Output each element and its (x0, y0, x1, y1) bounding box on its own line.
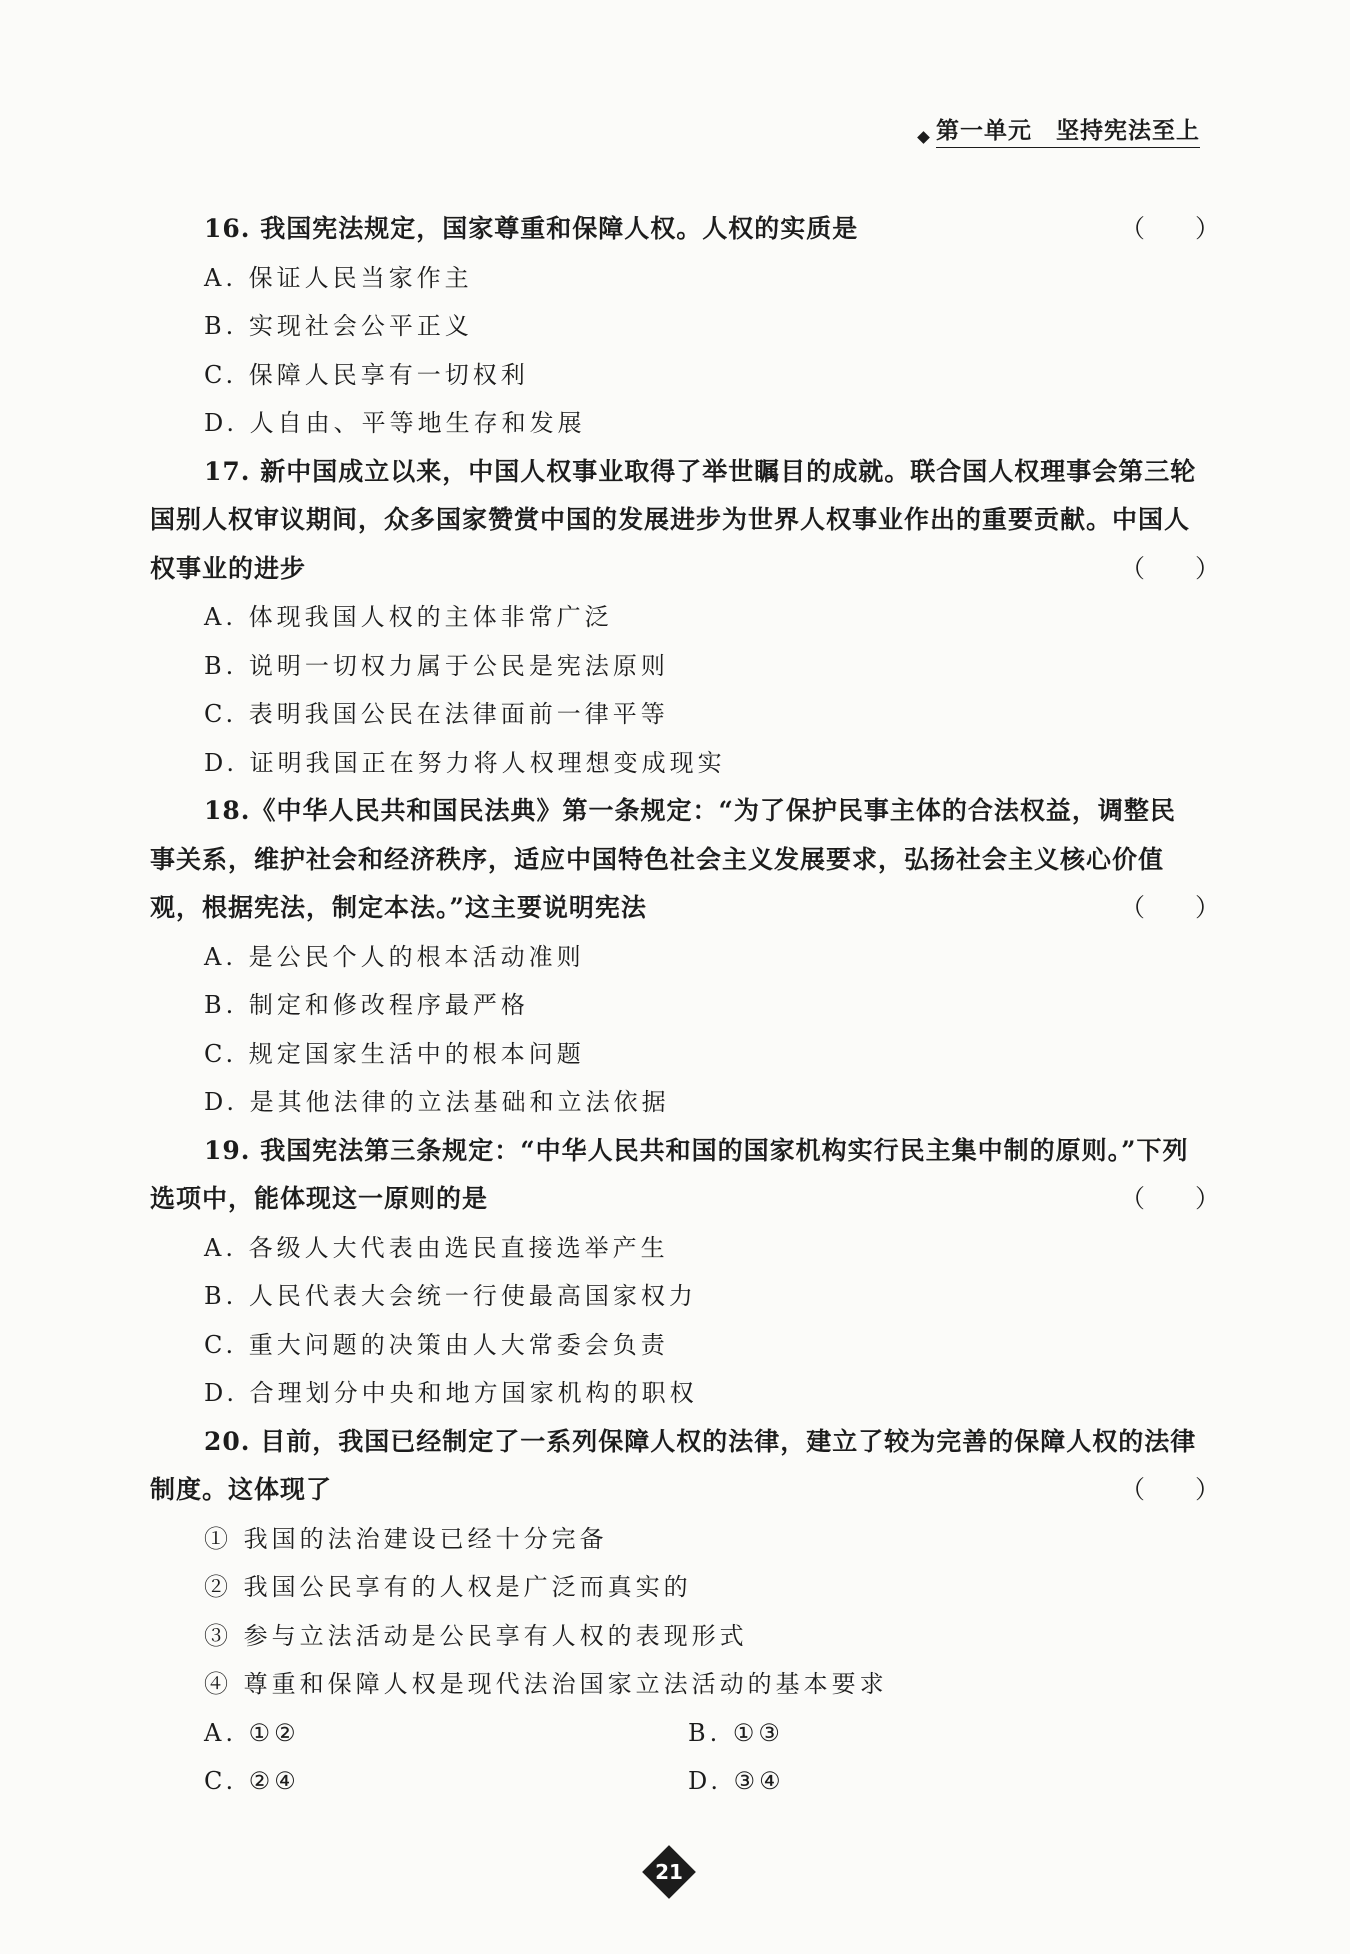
question-19-option-b: B. 人民代表大会统一行使最高国家权力 (204, 1282, 697, 1310)
question-17-option-c: C. 表明我国公民在法律面前一律平等 (204, 700, 669, 728)
question-17-option-a: A. 体现我国人权的主体非常广泛 (204, 603, 613, 631)
question-18-option-b: B. 制定和修改程序最严格 (204, 991, 529, 1019)
question-18-option-a: A. 是公民个人的根本活动准则 (204, 942, 585, 971)
question-18-option-c: C. 规定国家生活中的根本问题 (204, 1039, 585, 1068)
question-19-option-d: D. 合理划分中央和地方国家机构的职权 (204, 1379, 698, 1407)
answer-bracket: （ ） (1120, 1184, 1221, 1213)
answer-bracket: （ ） (1120, 214, 1221, 243)
running-header (919, 112, 1200, 148)
question-20-option-a: A. ①② (204, 1718, 300, 1747)
page-number-badge (643, 1846, 695, 1898)
question-16-option-d: D. 人自由、平等地生存和发展 (204, 409, 586, 437)
question-19-stem: 19. 我国宪法第三条规定：“中华人民共和国的国家机构实行民主集中制的原则。”下列选项中，能体现这一原则的是 （ ） (150, 1127, 1200, 1224)
question-17-option-d: D. 证明我国正在努力将人权理想变成现实 (204, 748, 726, 777)
question-20-stem: 20. 目前，我国已经制定了一系列保障人权的法律，建立了较为完善的保障人权的法律制度。这体现了 （ ） (150, 1418, 1200, 1515)
answer-bracket: （ ） (1120, 1475, 1221, 1504)
unit-title: 第一单元 坚持宪法至上 (936, 112, 1200, 148)
question-20-statement-1: ① 我国的法治建设已经十分完备 (204, 1524, 608, 1553)
diamond-bullet-icon (917, 131, 930, 144)
question-20-option-b: B. ①③ (688, 1718, 784, 1747)
question-16-option-c: C. 保障人民享有一切权利 (204, 360, 529, 389)
question-17-option-b: B. 说明一切权力属于公民是宪法原则 (204, 651, 669, 680)
question-20-option-c: C. ②④ (204, 1767, 300, 1795)
question-19-option-a: A. 各级人大代表由选民直接选举产生 (204, 1233, 669, 1262)
question-20-statement-4: ④ 尊重和保障人权是现代法治国家立法活动的基本要求 (204, 1670, 888, 1698)
question-20-statement-3: ③ 参与立法活动是公民享有人权的表现形式 (204, 1621, 748, 1650)
question-16-option-b: B. 实现社会公平正义 (204, 312, 473, 340)
question-20-statement-2: ② 我国公民享有的人权是广泛而真实的 (204, 1573, 692, 1601)
answer-bracket: （ ） (1120, 553, 1221, 583)
question-list (150, 205, 1221, 1806)
answer-bracket: （ ） (1120, 893, 1221, 922)
question-20-options-row-2 (150, 1757, 1200, 1806)
question-18-stem: 18.《中华人民共和国民法典》第一条规定：“为了保护民事主体的合法权益，调整民事关系，维护社会和经济秩序，适应中国特色社会主义发展要求，弘扬社会主义核心价值观，根据宪法，制定本法。”这主要说明宪法 （ ） (150, 787, 1200, 933)
question-16-option-a: A. 保证人民当家作主 (204, 263, 473, 292)
question-17-stem: 17. 新中国成立以来，中国人权事业取得了举世瞩目的成就。联合国人权理事会第三轮国别人权审议期间，众多国家赞赏中国的发展进步为世界人权事业作出的重要贡献。中国人权事业的进步 （ ） (150, 448, 1200, 594)
question-16-stem: （ ） 16. 我国宪法规定，国家尊重和保障人权。人权的实质是 (150, 205, 1200, 254)
page-number: 21 (655, 1860, 683, 1884)
question-20-option-d: D. ③④ (688, 1767, 785, 1795)
question-18-option-d: D. 是其他法律的立法基础和立法依据 (204, 1088, 670, 1116)
question-20-options-row-1 (150, 1709, 1200, 1758)
question-19-option-c: C. 重大问题的决策由人大常委会负责 (204, 1330, 669, 1359)
